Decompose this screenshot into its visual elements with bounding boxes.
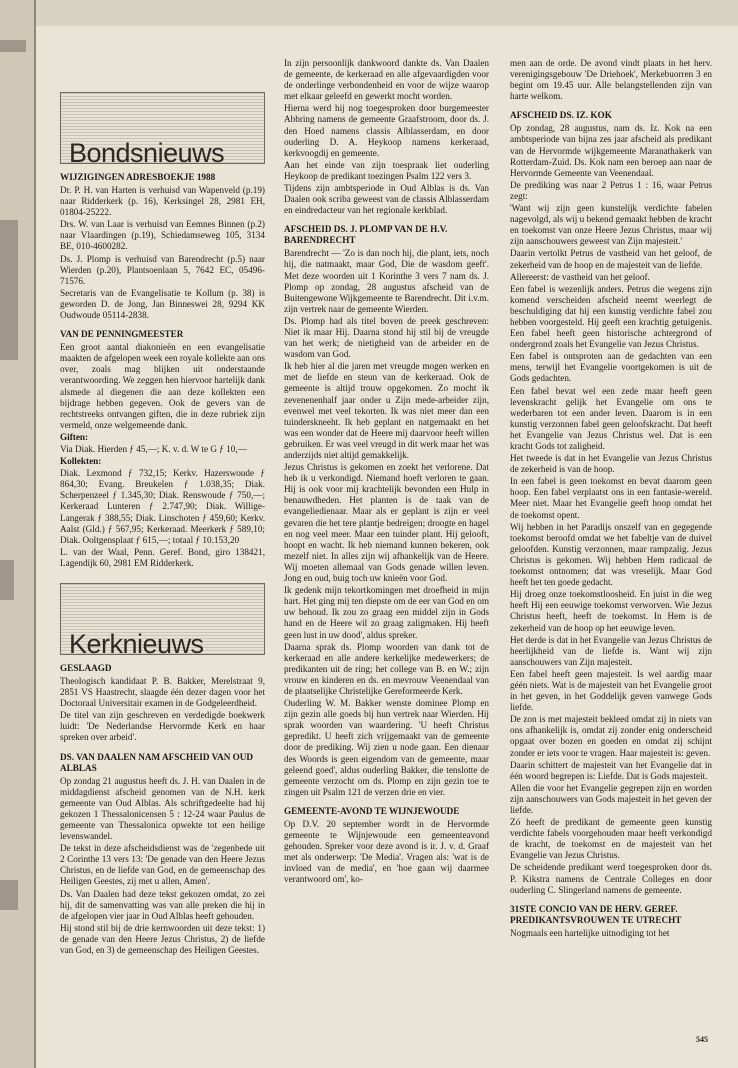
bondsnieuws-heading: Bondsnieuws (69, 137, 225, 168)
paragraph: Ds. J. Plomp is verhuisd van Barendrecht (p.5) naar Wierden (p.20), Plantsoenlaan 5, 7642 EC, 05496-71576. (60, 253, 265, 286)
geslaagd-title: GESLAAGD (60, 663, 112, 673)
kollekten-label: Kollekten: (60, 456, 102, 467)
page-number: 545 (696, 1035, 708, 1044)
paragraph: Ouderling W. M. Bakker wenste dominee Plomp en zijn gezin alle goeds bij hun vertrek naar Wierden. Hij sprak woorden van waardering. 'U heeft Christus gepredikt. U heeft zich vrijgemaakt van de gemeente door de prediking. Wij zien u node gaan. Een dienaar des Woords is geen eigendom van de gemeente, maar geleend goed', aldus ouderling Bakker, die tenslotte de gemeente verzocht om ds. Plomp en zijn gezin toe te zingen uit Psalm 121 de verzen drie en vier. (284, 698, 489, 797)
paragraph: Ik heb hier al die jaren met vreugde mogen werken en met de liefde en steun van de kerkeraad. Ook de gemeente is altijd trouw opgekomen. Zo mocht ik zevenenenhalf jaar onder u Zijn mede-arbeider zijn, evenwel met veel tekorten. Ik was niet meer dan een tuinderskneeht. Ik heb geplant en natgemaakt en het was een wonder dat de Heere mij daarvoor heeft willen gebruiken. Er was veel vreugd in dit werk maar het was anderzijds niet altijd gemakkelijk. (284, 361, 489, 460)
paragraph: De zon is met majesteit bekleed omdat zij in niets van ons afhankelijk is, omdat zij zonder enig onderscheid opgaat over bozen en goeden en omdat zij schijnt zonder er iets voor te vragen. Haar majesteit is: geven. (510, 714, 712, 758)
paragraph: Secretaris van de Evangelisatie te Kollum (p. 38) is geworden D. de Jong, Jan Binneswei 28, 9294 KK Oudwoude 05114-2838. (60, 287, 265, 321)
paragraph: Op zondag, 28 augustus, nam ds. Iz. Kok na een ambtsperiode van bijna zes jaar afscheid als predikant van de Hervormde wijkgemeente Maranathakerk van Rotterdam-Zuid. Ds. Kok nam een beroep aan naar de Hervormde Gemeente van Veenendaal. (510, 123, 712, 178)
paragraph: De scheidende predikant werd toegesproken door ds. P. Kikstra namens de Centrale Colleges en door ouderling C. Slingerland namens de gemeente. (510, 862, 712, 895)
paragraph: Hij droeg onze toekomstloosheid. En juist in die weg heeft Hij een eeuwige toekomst verworven. Wie Jezus Christus heeft, heeft de toekomst. In Hem is de zekerheid van de hoop op het eeuwige leven. (510, 589, 712, 633)
paragraph: Barendrecht — 'Zo is dan noch hij, die plant, iets, noch hij, die natmaakt, maar God, Die de wasdom geeft'. Met deze woorden uit 1 Korinthe 3 vers 7 nam ds. J. Plomp op zondag, 28 augustus afscheid van de Buitengewone Wijkgemeente te Barendrecht. Dit i.v.m. zijn vertrek naar de gemeente Wierden. (284, 248, 489, 314)
paragraph: Daarin vertolkt Petrus de vastheid van het geloof, de zekerheid van de hoop en de majesteit van de liefde. (510, 248, 712, 270)
bondsnieuws-banner (60, 92, 265, 168)
paragraph: Via Diak. Hierden ƒ 45,—; K. v. d. W te G ƒ 10,— (60, 443, 247, 454)
paragraph: De prediking was naar 2 Petrus 1 : 16, waar Petrus zegt: (510, 179, 712, 201)
paragraph: Een fabel heeft geen majesteit. Is wel aardig maar géén niets. Wat is de majesteit van het Evangelie groot in het geven, in het Goddelijk geven vanwege Gods liefde. (510, 668, 712, 713)
paragraph: 'Want wij zijn geen kunstelijk verdichte fabelen nagevolgd, als wij u bekend gemaakt hebben de kracht en toekomst van onze Heere Jezus Christus, maar wij zijn aanschouwers geweest van Zijn majesteit.' (510, 203, 712, 247)
paragraph: Dr. P. H. van Harten is verhuisd van Wapenveld (p.19) naar Ridderkerk (p. 16), Kerksingel 28, 2981 EH, 01804-25222. (60, 185, 265, 218)
paragraph: Nogmaals een hartelijke uitnodiging tot het (510, 927, 670, 938)
paragraph: Daarin schittert de majesteit van het Evangelie dat in één woord begrepen is: Liefde. Dat is Gods majesteit. (510, 759, 712, 781)
paragraph: Aan het einde van zijn toespraak liet ouderling Heykoop de predikant toezingen Psalm 122 vers 3. (284, 159, 489, 181)
paragraph: Hierna werd hij nog toegesproken door burgemeester Abbring namens de gemeente Graafstroom, door ds. J. den Hoed namens classis Alblasserdam, en door ouderling D. A. Heykoop namens kerkeraad, kerkvoogdij en gemeente. (284, 103, 489, 158)
plomp-title: AFSCHEID DS. J. PLOMP VAN DE H.V. BARENDRECHT (284, 224, 448, 246)
paragraph: Een fabel bevat wel een zede maar heeft geen levenskracht gelijk het Evangelie om ons te wederbaren tot een ander leven. Daarom is in een kunstig verzonnen fabel geen geloofskracht. Dat heeft het Evangelie van Jezus Christus wel. Dat is een kracht Gods tot zaligheid. (510, 385, 712, 451)
paragraph: Hij stond stil bij de drie kernwoorden uit deze tekst: 1) de genade van den Heere Jezus Christus, 2) de liefde van God, en 3) de gemeenschap des Heiligen Geestes. (60, 922, 265, 955)
newspaper-page (36, 26, 738, 1068)
paragraph: men aan de orde. De avond vindt plaats in het herv. verenigingsgebouw 'De Driehoek', Merkebuorren 3 en begint om 19.45 uur. Alle belangstellenden zijn van harte welkom. (510, 58, 712, 102)
adjacent-page-edge (0, 0, 36, 1068)
kerknieuws-banner (60, 583, 265, 659)
paragraph: In zijn persoonlijk dankwoord dankte ds. Van Daalen de gemeente, de kerkeraad en alle afgevaardigden voor de onderlinge verbondenheid en voor de wijze waarop met elkaar geleefd en gewerkt mocht worden. (284, 58, 489, 102)
wijzigingen-title: WIJZIGINGEN ADRESBOEKJE 1988 (60, 172, 216, 182)
penningmeester-title: VAN DE PENNINGMEESTER (60, 329, 184, 340)
paragraph: Ds. Plomp had als titel boven de preek geschreven: Niet ik maar Hij. Daarna stond hij stil bij de vreugde van het werk; de nietigheid van de arbeider en de wasdom van God. (284, 315, 489, 360)
giften-label: Giften: (60, 431, 89, 442)
column-middle (284, 58, 489, 886)
column-right (510, 58, 712, 940)
paragraph: Het derde is dat in het Evangelie van Jezus Christus de heerlijkheid van de liefde is. Want wij zijn aanschouwers van Zijn majesteit. (510, 634, 712, 667)
paragraph: Het tweede is dat in het Evangelie van Jezus Christus de zekerheid is van de hoop. (510, 453, 712, 475)
paragraph: Een fabel is ontsproten aan de gedachten van een mens, terwijl het Evangelie voortgekomen is uit de Gods gedachten. (510, 351, 712, 384)
column-left (60, 92, 265, 957)
paragraph: Op D.V. 20 september wordt in de Hervormde gemeente te Wijnjewoude een gemeenteavond gehouden. Spreker voor deze avond is ir. J. v. d. Graaf met als onderwerp: 'De Media'. Vragen als: 'wat is de invloed van de media', en 'hoe gaan wij daarmee verantwoord om', ko- (284, 818, 489, 885)
paragraph: Diak. Lexmond ƒ 732,15; Kerkv. Hazerswoude ƒ 864,30; Evang. Breukelen ƒ 1.038,35; Diak. Scherpenzeel ƒ 1.345,30; Diak. Renswoude ƒ 750,—; Kerkeraad Lunteren ƒ 2.747,90; Diak. Willige-Langerak ƒ 388,55; Diak. Linschoten ƒ 459,60; Kerkv. Aalst (Gld.) ƒ 567,95; Kerkeraad. Meerkerk ƒ 589,10; Diak. Ooltgensplaat ƒ 615,—; totaal ƒ 10.153,20 (60, 468, 265, 545)
paragraph: Wij hebben in het Paradijs onszelf van en gegegende toekomst beroofd omdat we het fabeltje van de duivel geloofden. Kunstig verzonnen, maar rampzalig. Jezus Christus is gekomen. Wij hebben Hem radicaal de toekomst ontnomen; dat was vreselijk. Maar God heeft het ten goede gedacht. (510, 521, 712, 588)
paragraph: De tekst in deze afscheidsdienst was de 'zegenbede uit 2 Corinthe 13 vers 13: 'De genade van den Heere Jezus Christus, en de liefde van God, en de gemeenschap des Heiligen Geestes, zij met u allen, Amen'. (60, 843, 265, 887)
paragraph: Zó heeft de predikant de gemeente geen kunstig verdichte fabels voorgehouden maar heeft verkondigd de kracht, de toekomst en de majesteit van het Evangelie van Jezus Christus. (510, 817, 712, 861)
signature: L. van der Waal, Penn. Geref. Bond, giro 138421, Lagendijk 60, 2981 EM Ridderkerk. (60, 546, 265, 568)
paragraph: Daarna sprak ds. Plomp woorden van dank tot de kerkeraad en alle andere kerkelijke medewerkers; de predikanten uit de ring; het college van B. en W.; zijn vrouw en kinderen en ds. en mevrouw Veenendaal van de plaatselijke Christelijke Gereformeerde Kerk. (284, 641, 489, 696)
kok-title: AFSCHEID DS. IZ. KOK (510, 110, 612, 121)
paragraph: Op zondag 21 augustus heeft ds. J. H. van Daalen in de middagdienst afscheid genomen van de N.H. kerk gemeente van Oud Alblas. Als schriftgedeelte had hij gekozen 1 Thessalonicensen 5 : 12-24 waar Paulus de gemeente van Thessalonica opwekte tot een heilige levenswandel. (60, 775, 265, 842)
paragraph: In een fabel is geen toekomst en bevat daarom geen hoop. Een fabel verplaatst ons in een fantasie-wereld. Meer niet. Maar het Evangelie geeft hoop omdat het de toekomst opent. (510, 476, 712, 520)
paragraph: Drs. W. van Laar is verhuisd van Eemnes Binnen (p.2) naar Vlaardingen (p.19), Schiedamseweg 105, 3134 BE, 010-4600282. (60, 219, 265, 252)
paragraph: Ds. Van Daalen had deze tekst gekozen omdat, zo zei hij, dit de samenvatting was van alle preken die hij in de afgelopen vier jaar in Oud Alblas heeft gehouden. (60, 888, 265, 921)
paragraph: Theologisch kandidaat P. B. Bakker, Merelstraat 9, 2851 VS Haastrecht, slaagde één dezer dagen voor het Doctoraal Universitair examen in de Godgeleerdheid. (60, 676, 265, 709)
concio-title: 31STE CONCIO VAN DE HERV. GEREF. PREDIKANTSVROUWEN TE UTRECHT (510, 903, 682, 925)
paragraph: Tijdens zijn ambtsperiode in Oud Alblas is ds. Van Daalen ook scriba geweest van de classis Alblasserdam en eindredacteur van het regionale kerkblad. (284, 183, 489, 216)
paragraph: Ik gedenk mijn tekortkomingen met droefheid in mijn hart. Het ging mij ten diepste om de eer van God en om uw behoud. Ik zou zo graag een middel zijn in Gods hand en de Heere wil zo graag zaligmaken. Hij heeft geen lust in uw dood', aldus spreker. (284, 585, 489, 640)
paragraph: Een fabel is wezenlijk anders. Petrus die wegens zijn komend verscheiden afscheid neemt weerlegt de beschuldiging dat hij een kunstig verdichte fabel zou hebben voorgesteld. Hij geeft een krachtig getuigenis. Een fabel heeft geen historische achtergrond of ondergrond zoals het Evangelie van Jezus Christus. (510, 283, 712, 350)
daalen-title: DS. VAN DAALEN NAM AFSCHEID VAN OUD ALBLAS (60, 751, 254, 773)
paragraph: Allereerst: de vastheid van het geloof. (510, 271, 650, 282)
paragraph: De titel van zijn geschreven en verdedigde boekwerk luidt: 'De Nederlandse Hervormde Kerk en haar spreken over arbeid'. (60, 710, 265, 743)
paragraph: Een groot aantal diakonieën en een evangelisatie maakten de afgelopen week een royale kollekte aan ons over, zoals mag blijken uit onderstaande verantwoording. We zeggen hen hiervoor hartelijk dank alsmede al diegenen die aan deze kollekten een bijdrage hebben gegeven. Ook de gevers van de rechtstreeks ontvangen giften, die in deze rubriek zijn vermeld, onze welgemeende dank. (60, 342, 265, 430)
kerknieuws-heading: Kerknieuws (69, 628, 204, 659)
paragraph: Allen die voor het Evangelie gegrepen zijn en worden zijn aanschouwers van Gods majesteit in het geven der liefde. (510, 782, 712, 815)
paragraph: Jezus Christus is gekomen en zoekt het verlorene. Dat heb ik u verkondigd. Niemand hoeft verloren te gaan. Hij is ook voor mij krachtelijk bevonden een Hulp in benauwdheden. Het planten is de taak van de evangeliedienaar. Maar als er geplant is zijn er veel gevaren die het tere plantje bedreigen; droogte en hagel en nog veel meer. Maar een tuinder plant. Hij gelooft, hoopt en wacht. Ik heb niemand kunnen bekeren, ook mezelf niet. In alles zijn wij afhankelijk van de Heere. Wij moeten allemaal van Gods genade willen leven. Jong en oud, buig toch uw knieën voor God. (284, 462, 489, 584)
gemeente-avond-title: GEMEENTE-AVOND TE WIJNJEWOUDE (284, 805, 460, 816)
